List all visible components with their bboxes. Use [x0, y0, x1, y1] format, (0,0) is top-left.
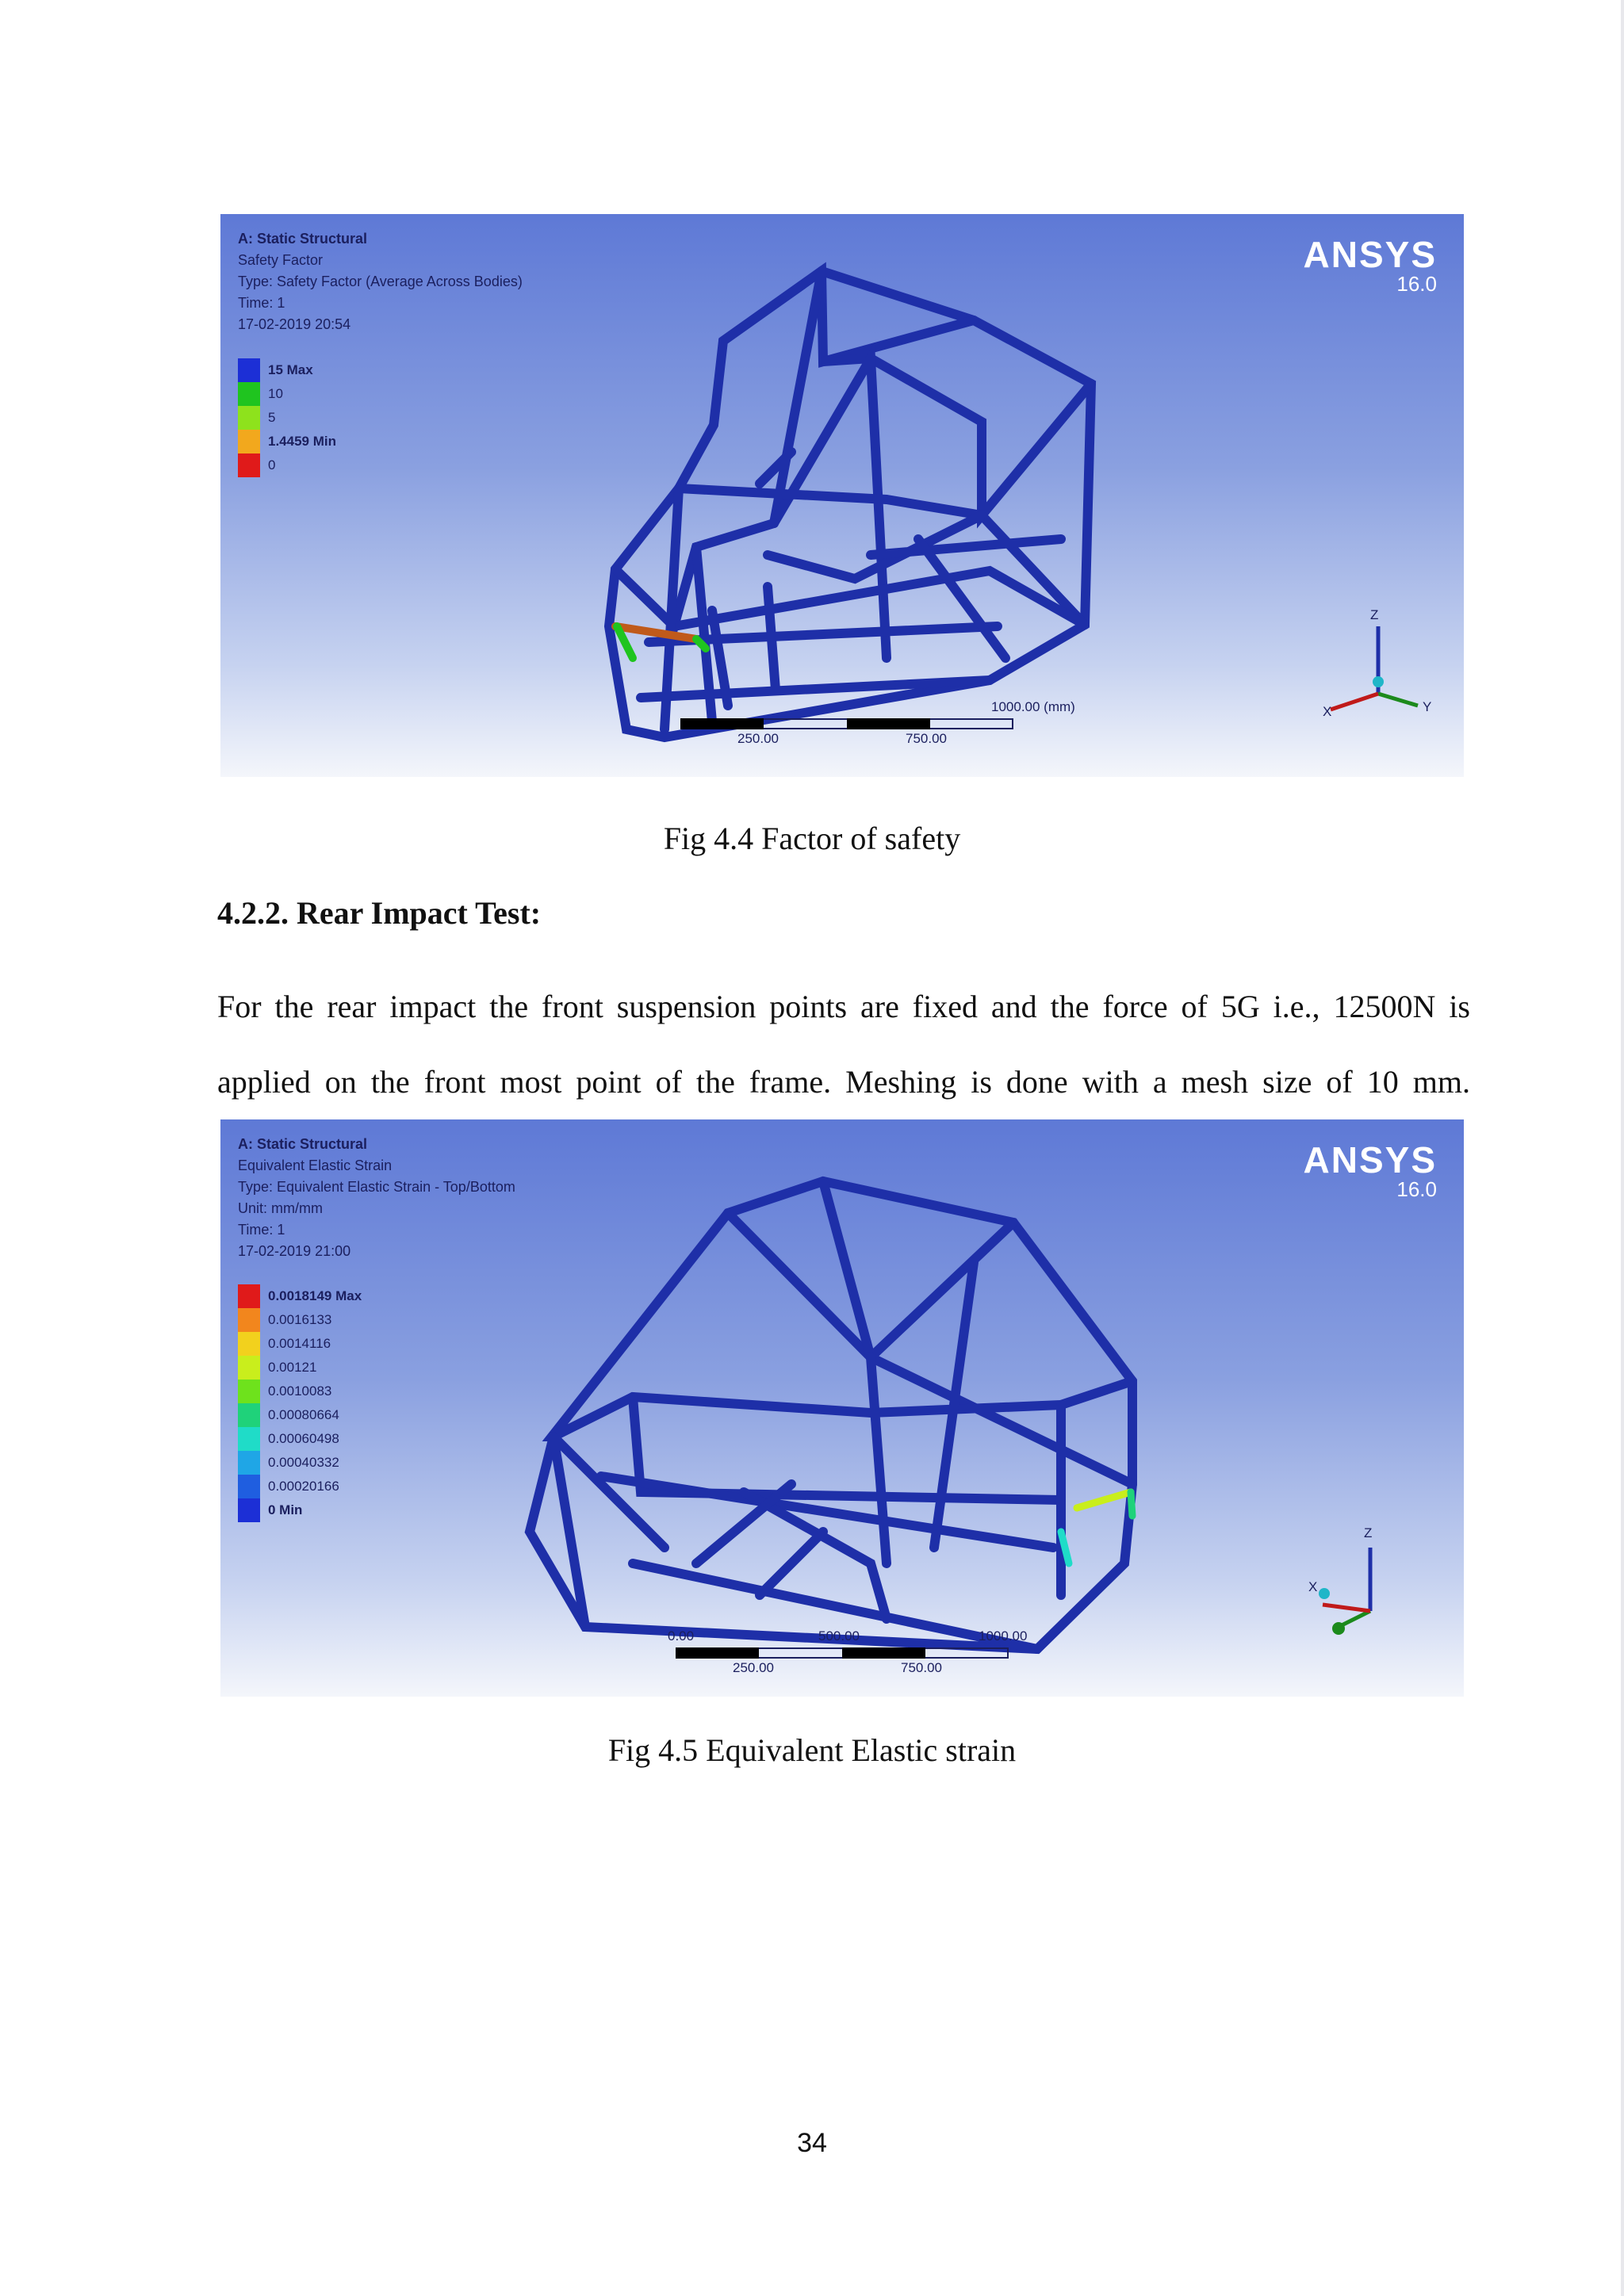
legend-row	[238, 1332, 362, 1356]
brand-name: ANSYS	[1303, 1139, 1437, 1181]
scale-sub-label: 250.00	[733, 1660, 774, 1675]
ansys-logo	[1303, 1139, 1437, 1201]
scale-left-label: 0.00	[668, 1628, 695, 1644]
scale-mid-label: 500.00	[818, 1628, 860, 1644]
legend-label: 10	[268, 386, 283, 401]
result-type: Type: Equivalent Elastic Strain - Top/Bottom	[238, 1179, 515, 1195]
legend-row	[238, 1356, 362, 1380]
brand-version: 16.0	[1396, 1177, 1437, 1201]
legend-label: 15 Max	[268, 362, 313, 377]
legend-swatch	[238, 1284, 260, 1308]
section-heading: 4.2.2. Rear Impact Test:	[217, 895, 542, 931]
legend-row	[238, 1403, 362, 1427]
result-date: 17-02-2019 20:54	[238, 316, 351, 332]
legend-swatch	[238, 1427, 260, 1451]
analysis-title: A: Static Structural	[238, 231, 368, 247]
legend-swatch	[238, 382, 260, 406]
figure-factor-of-safety	[220, 214, 1464, 777]
legend-row	[238, 1451, 362, 1475]
result-info	[238, 1134, 515, 1262]
result-name: Equivalent Elastic Strain	[238, 1158, 393, 1173]
scale-right-label: 1000.00 (mm)	[991, 699, 1075, 714]
scale-bar-segment	[680, 718, 764, 729]
legend-row	[238, 1308, 362, 1332]
legend-label: 0	[268, 457, 276, 473]
axis-z-text: Z	[1370, 607, 1379, 622]
legend-row	[238, 1380, 362, 1403]
legend-label: 0 Min	[268, 1502, 303, 1517]
legend-row	[238, 453, 336, 477]
scale-right-label: 1000.00	[979, 1628, 1028, 1644]
result-time: Time: 1	[238, 295, 285, 311]
legend-swatch	[238, 430, 260, 453]
legend-label: 0.00020166	[268, 1479, 339, 1494]
legend-label: 0.0016133	[268, 1312, 332, 1327]
scale-sub-label: 250.00	[737, 731, 779, 746]
page-edge	[1621, 0, 1624, 2296]
legend-label: 0.0018149 Max	[268, 1288, 362, 1303]
scale-bar-segment	[842, 1647, 925, 1659]
result-name: Safety Factor	[238, 252, 324, 268]
color-legend	[238, 1284, 362, 1522]
legend-swatch	[238, 1475, 260, 1498]
result-unit: Unit: mm/mm	[238, 1200, 323, 1216]
brand-version: 16.0	[1396, 272, 1437, 296]
legend-row	[238, 358, 336, 382]
legend-row	[238, 430, 336, 453]
legend-swatch	[238, 1308, 260, 1332]
result-date: 17-02-2019 21:00	[238, 1243, 351, 1259]
legend-swatch	[238, 1380, 260, 1403]
legend-swatch	[238, 1498, 260, 1522]
result-info	[238, 228, 523, 335]
legend-row	[238, 406, 336, 430]
legend-row	[238, 1498, 362, 1522]
figure-elastic-strain	[220, 1119, 1464, 1697]
legend-swatch	[238, 406, 260, 430]
figure-caption: Fig 4.5 Equivalent Elastic strain	[607, 1732, 1017, 1768]
legend-row	[238, 1427, 362, 1451]
figure-caption: Fig 4.4 Factor of safety	[663, 821, 961, 856]
legend-label: 5	[268, 410, 276, 425]
legend-swatch	[238, 1451, 260, 1475]
scale-bar	[668, 1628, 1247, 1695]
scale-bar	[680, 699, 1251, 766]
axis-y-text: Y	[1423, 699, 1432, 714]
scale-sub-label: 750.00	[901, 1660, 942, 1675]
legend-row	[238, 382, 336, 406]
color-legend	[238, 358, 336, 477]
legend-swatch	[238, 453, 260, 477]
ansys-logo	[1304, 236, 1437, 295]
legend-row	[238, 1284, 362, 1308]
result-type: Type: Safety Factor (Average Across Bodies)	[238, 274, 523, 289]
scale-sub-label: 750.00	[906, 731, 947, 746]
axis-x-text: X	[1308, 1579, 1318, 1594]
page-number: 34	[797, 2128, 827, 2158]
analysis-title: A: Static Structural	[238, 1136, 368, 1152]
legend-label: 0.0010083	[268, 1383, 332, 1399]
legend-row	[238, 1475, 362, 1498]
legend-label: 0.00040332	[268, 1455, 339, 1470]
section-paragraph: For the rear impact the front suspension points are fixed and the force of 5G i.e., 12500N is applied on the front most point of the frame. Meshing is done with a mesh size of 10 mm.	[217, 989, 1470, 1100]
legend-swatch	[238, 1403, 260, 1427]
legend-label: 1.4459 Min	[268, 434, 336, 449]
legend-label: 0.00121	[268, 1360, 317, 1375]
legend-swatch	[238, 1356, 260, 1380]
legend-label: 0.0014116	[268, 1336, 331, 1351]
axis-x-text: X	[1323, 704, 1332, 719]
scale-bar-segment	[847, 718, 930, 729]
legend-label: 0.00080664	[268, 1407, 339, 1422]
brand-name: ANSYS	[1303, 234, 1437, 275]
scale-bar-segment	[676, 1647, 759, 1659]
legend-swatch	[238, 358, 260, 382]
result-time: Time: 1	[238, 1222, 285, 1238]
legend-label: 0.00060498	[268, 1431, 339, 1446]
axis-z-text: Z	[1364, 1525, 1373, 1540]
legend-swatch	[238, 1332, 260, 1356]
